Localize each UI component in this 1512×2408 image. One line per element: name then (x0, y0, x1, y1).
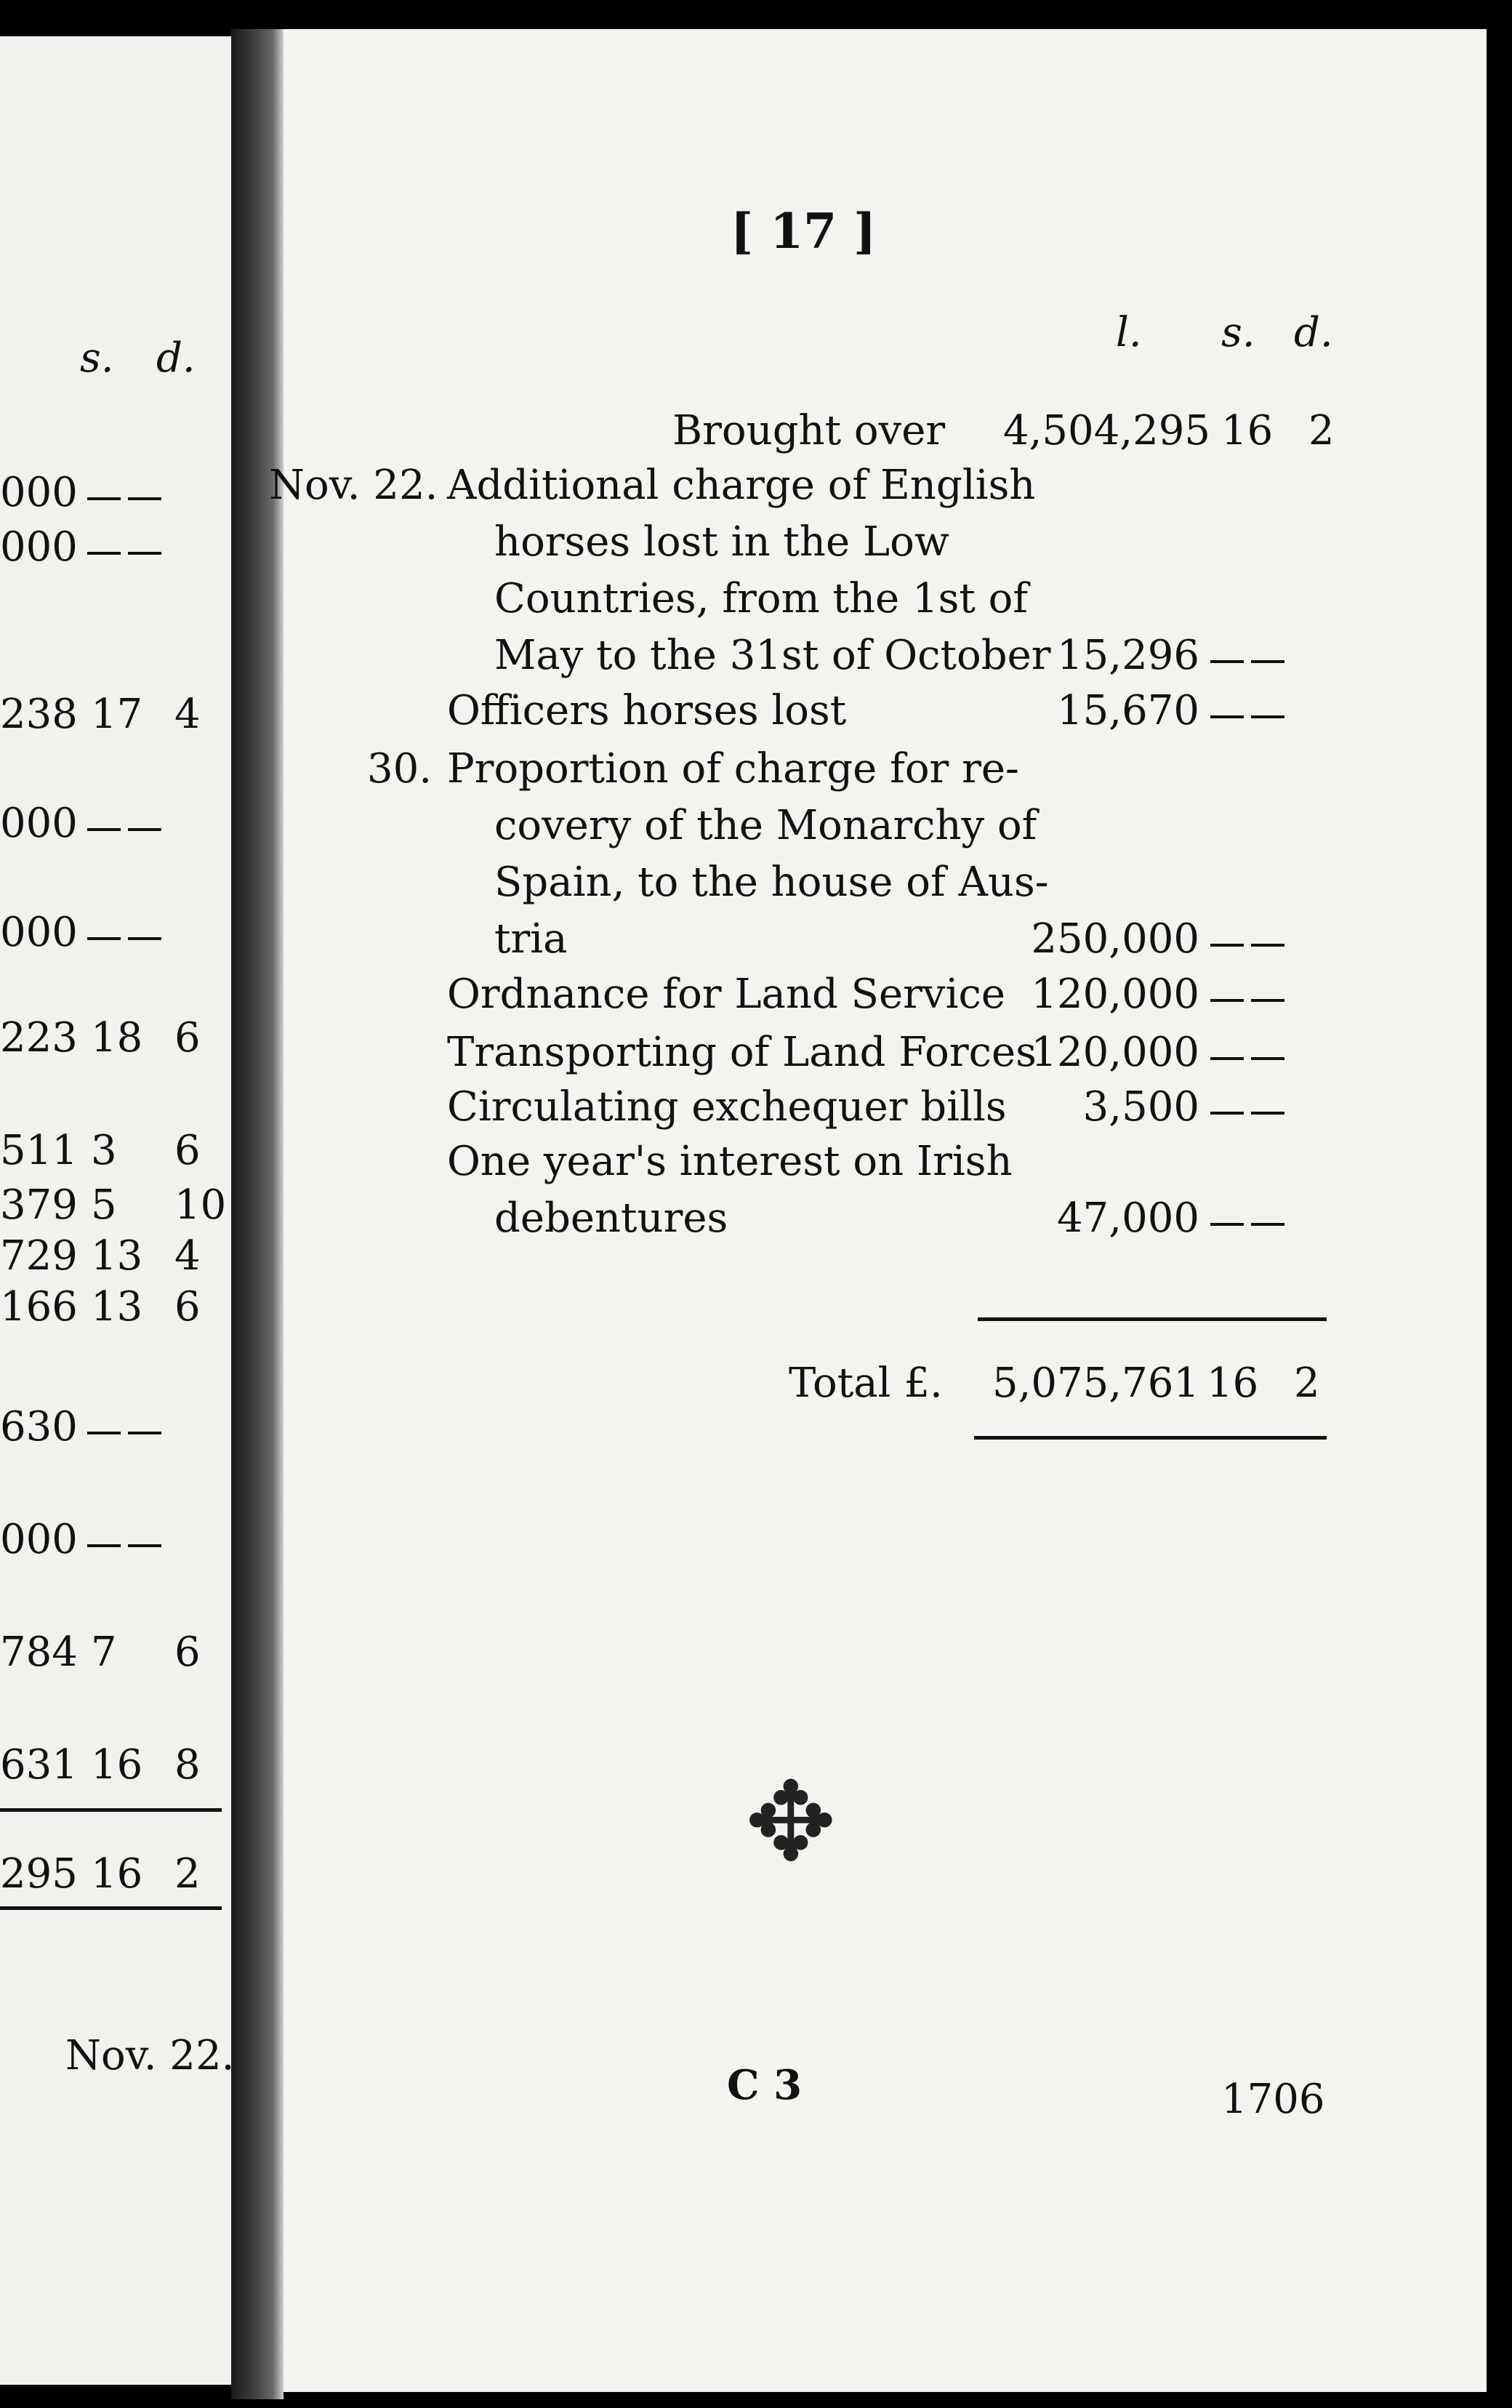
left-row-l: 631 (0, 1741, 78, 1789)
total-rule-bottom (974, 1436, 1327, 1440)
left-row-l: 511 (0, 1127, 78, 1174)
left-row-nil (80, 491, 161, 505)
left-row-l: 000 (0, 469, 78, 516)
left-row-s: 5 (91, 1181, 117, 1229)
left-rule-top (0, 1808, 222, 1812)
total-s: 16 (1207, 1360, 1259, 1407)
entry-amount-s-d (1203, 1051, 1284, 1064)
left-row-l: 000 (0, 523, 78, 571)
left-row-s: 13 (91, 1232, 143, 1280)
left-row-d: 4 (174, 1232, 201, 1280)
nil-dashes (80, 1538, 161, 1552)
entry-text-line: Ordnance for Land Service (447, 971, 1005, 1018)
catchword: 1706 (1221, 2076, 1325, 2123)
left-row-s: 3 (91, 1127, 117, 1174)
entry-amount-s-d (1203, 654, 1284, 667)
left-row-s: 7 (91, 1629, 117, 1676)
total-label: Total £. (789, 1360, 943, 1407)
left-row-s: 16 (91, 1741, 143, 1789)
left-row-nil (80, 931, 161, 944)
brought-over-d: 2 (1308, 407, 1335, 454)
left-row-s: 16 (91, 1850, 143, 1898)
entry-text-line: tria (494, 915, 568, 963)
entry-amount-s-d (1203, 1105, 1284, 1119)
left-row-l: 000 (0, 800, 78, 847)
entry-amount-l: 47,000 (1057, 1195, 1199, 1242)
entry-amount-l: 120,000 (1031, 1029, 1199, 1076)
brought-over-label: Brought over (672, 407, 946, 454)
left-row-l: 000 (0, 1516, 78, 1563)
entry-text-line: Transporting of Land Forces (447, 1029, 1037, 1076)
entry-amount-l: 250,000 (1031, 915, 1199, 963)
left-header-d: d. (156, 334, 196, 382)
entry-date: 30. (367, 745, 433, 792)
left-row-d: 2 (174, 1850, 201, 1898)
entry-text-line: Additional charge of English (447, 462, 1036, 509)
right-page (247, 29, 1487, 2392)
left-row-d: 4 (174, 691, 201, 738)
entry-amount-l: 15,670 (1057, 687, 1199, 734)
nil-dashes (1203, 937, 1284, 951)
nil-dashes (80, 491, 161, 505)
entry-amount-s-d (1203, 709, 1284, 723)
left-row-d: 8 (174, 1741, 201, 1789)
entry-amount-s-d (1203, 937, 1284, 951)
brought-over-s: 16 (1221, 407, 1274, 454)
left-row-s: 18 (91, 1014, 143, 1061)
left-row-d: 6 (174, 1127, 201, 1174)
left-row-l: 000 (0, 909, 78, 956)
left-catchword: Nov. 22. (65, 2032, 235, 2079)
left-row-nil (80, 822, 161, 835)
left-row-nil (80, 545, 161, 559)
entry-text-line: debentures (494, 1195, 728, 1242)
total-l: 5,075,761 (992, 1360, 1199, 1407)
left-row-s: 17 (91, 691, 143, 738)
entry-amount-l: 3,500 (1082, 1083, 1199, 1131)
entry-amount-s-d (1203, 992, 1284, 1006)
entry-date: Nov. 22. (269, 462, 438, 509)
left-row-nil (80, 1538, 161, 1552)
book-gutter (231, 29, 284, 2399)
left-rule-bottom (0, 1906, 222, 1910)
left-row-l: 295 (0, 1850, 78, 1898)
page-number: [ 17 ] (731, 203, 877, 260)
column-header-d: d. (1294, 309, 1333, 356)
entry-amount-l: 15,296 (1057, 632, 1199, 679)
left-row-l: 784 (0, 1629, 78, 1676)
entry-amount-s-d (1203, 1216, 1284, 1230)
entry-text-line: Circulating exchequer bills (447, 1083, 1007, 1131)
entry-text-line: covery of the Monarchy of (494, 802, 1037, 849)
entry-text-line: Proportion of charge for re- (447, 745, 1019, 792)
brought-over-l: 4,504,295 (1003, 407, 1211, 454)
left-row-nil (80, 1425, 161, 1439)
column-header-s: s. (1221, 309, 1255, 356)
left-row-d: 6 (174, 1629, 201, 1676)
left-row-s: 13 (91, 1283, 143, 1331)
left-row-l: 379 (0, 1181, 78, 1229)
entry-text-line: One year's interest on Irish (447, 1138, 1013, 1185)
entry-text-line: Countries, from the 1st of (494, 575, 1029, 622)
nil-dashes (1203, 992, 1284, 1006)
entry-text-line: Spain, to the house of Aus- (494, 859, 1049, 906)
entry-amount-l: 120,000 (1031, 971, 1199, 1018)
nil-dashes (80, 931, 161, 944)
signature-mark: C 3 (727, 2061, 803, 2109)
left-row-l: 166 (0, 1283, 78, 1331)
left-row-d: 6 (174, 1283, 201, 1331)
total-rule-top (978, 1317, 1327, 1321)
left-header-s: s. (80, 334, 114, 382)
left-row-l: 729 (0, 1232, 78, 1280)
entry-text-line: horses lost in the Low (494, 518, 949, 566)
nil-dashes (80, 545, 161, 559)
nil-dashes (80, 822, 161, 835)
nil-dashes (1203, 709, 1284, 723)
entry-text-line: May to the 31st of October (494, 632, 1051, 679)
nil-dashes (1203, 654, 1284, 667)
printer-ornament: ✥ (745, 1759, 837, 1886)
total-d: 2 (1294, 1360, 1320, 1407)
entry-text-line: Officers horses lost (447, 687, 847, 734)
column-header-l: l. (1116, 309, 1142, 356)
left-row-l: 223 (0, 1014, 78, 1061)
left-row-d: 6 (174, 1014, 201, 1061)
left-row-l: 238 (0, 691, 78, 738)
left-row-d: 10 (174, 1181, 227, 1229)
nil-dashes (1203, 1051, 1284, 1064)
nil-dashes (1203, 1216, 1284, 1230)
left-row-l: 630 (0, 1403, 78, 1450)
nil-dashes (80, 1425, 161, 1439)
nil-dashes (1203, 1105, 1284, 1119)
